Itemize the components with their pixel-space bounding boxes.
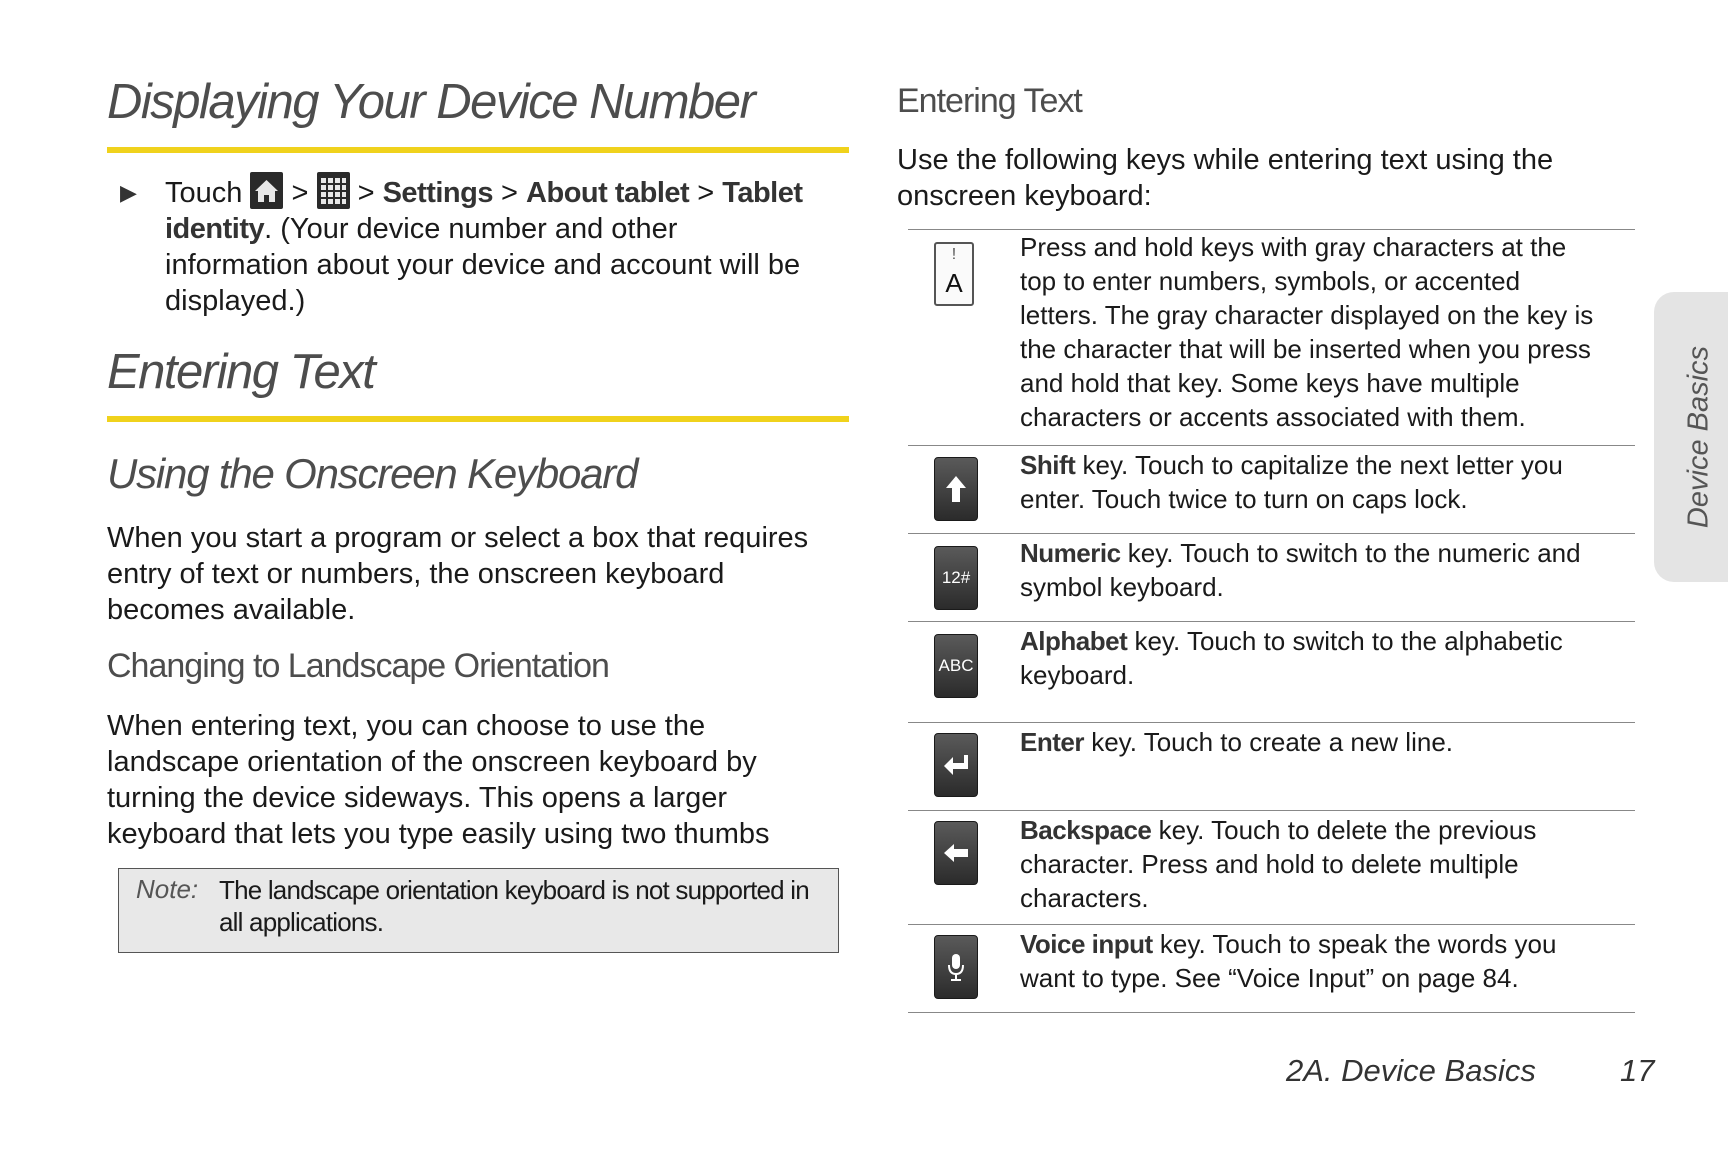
key-name: Alphabet bbox=[1020, 626, 1128, 656]
side-tab-label: Device Basics bbox=[1682, 345, 1715, 529]
table-row bbox=[908, 925, 1635, 1013]
identity-label: identity bbox=[165, 213, 265, 245]
note-line: The landscape orientation keyboard is not supported in bbox=[219, 875, 809, 905]
apps-grid-icon bbox=[317, 172, 350, 209]
table-row bbox=[908, 622, 1635, 723]
desc-line: keyboard. bbox=[1020, 660, 1135, 690]
key-name: Numeric bbox=[1020, 538, 1121, 568]
desc-line: top to enter numbers, symbols, or accented bbox=[1020, 266, 1521, 296]
sep-3: > bbox=[501, 177, 518, 209]
microphone-key-icon bbox=[934, 935, 978, 999]
settings-label: Settings bbox=[382, 177, 493, 209]
desc-line: enter. Touch twice to turn on caps lock. bbox=[1020, 484, 1468, 514]
section-heading-entering-text: Entering Text bbox=[107, 345, 375, 399]
sep-4: > bbox=[697, 177, 715, 209]
table-row bbox=[908, 446, 1635, 534]
desc-text: key. Touch to switch to the numeric and bbox=[1120, 538, 1581, 568]
paragraph-line: keyboard that lets you type easily using two thumbs bbox=[107, 818, 770, 850]
backspace-key-icon bbox=[934, 821, 978, 885]
tablet-label: Tablet bbox=[722, 177, 803, 209]
key-name: Backspace bbox=[1020, 815, 1152, 845]
table-row bbox=[908, 534, 1635, 622]
key-description bbox=[1020, 624, 1630, 692]
desc-text: key. Touch to delete the previous bbox=[1151, 815, 1537, 845]
touch-line-3: information about your device and account will be bbox=[165, 249, 801, 281]
right-intro bbox=[897, 142, 1637, 214]
footer-section: 2A. Device Basics bbox=[1286, 1053, 1536, 1088]
intro-line: onscreen keyboard: bbox=[897, 180, 1152, 212]
about-tablet-label: About tablet bbox=[526, 177, 690, 209]
key-description bbox=[1020, 927, 1630, 995]
landscape-paragraph bbox=[107, 708, 847, 852]
desc-line: characters. bbox=[1020, 883, 1149, 913]
chapter-side-tab bbox=[1654, 292, 1728, 582]
table-row bbox=[908, 230, 1635, 446]
desc-text: key. Touch to create a new line. bbox=[1083, 727, 1453, 757]
accent-key-main-char: A bbox=[945, 268, 963, 298]
key-name: Voice input bbox=[1020, 929, 1153, 959]
accent-key-top-char: ! bbox=[951, 246, 957, 263]
touch-instruction bbox=[165, 172, 865, 319]
key-description bbox=[1020, 813, 1630, 915]
desc-text: key. Touch to speak the words you bbox=[1152, 929, 1557, 959]
sep-1: > bbox=[291, 177, 309, 209]
paragraph-line: turning the device sideways. This opens a larger bbox=[107, 782, 728, 814]
note-text bbox=[219, 874, 834, 938]
note-line: all applications. bbox=[219, 907, 384, 937]
touch-rest: . (Your device number and other bbox=[264, 213, 678, 245]
table-row bbox=[908, 811, 1635, 925]
paragraph-line: landscape orientation of the onscreen keyboard by bbox=[107, 746, 757, 778]
bullet-arrow-icon: ▶ bbox=[120, 180, 137, 205]
key-name: Enter bbox=[1020, 727, 1084, 757]
desc-line: Press and hold keys with gray characters at the bbox=[1020, 232, 1567, 262]
key-description bbox=[1020, 725, 1630, 759]
enter-key-icon bbox=[934, 733, 978, 797]
key-name: Shift bbox=[1020, 450, 1076, 480]
page-title: Displaying Your Device Number bbox=[107, 75, 755, 129]
title-rule bbox=[107, 147, 849, 153]
keys-table bbox=[908, 229, 1635, 1014]
desc-line: symbol keyboard. bbox=[1020, 572, 1224, 602]
sep-2: > bbox=[357, 177, 375, 209]
intro-line: Use the following keys while entering text using the bbox=[897, 144, 1554, 176]
desc-line: characters or accents associated with them. bbox=[1020, 402, 1526, 432]
paragraph-line: becomes available. bbox=[107, 594, 356, 626]
subheading-landscape: Changing to Landscape Orientation bbox=[107, 647, 609, 685]
note-box bbox=[118, 868, 839, 953]
note-label: Note: bbox=[136, 874, 199, 904]
touch-line-4: displayed.) bbox=[165, 285, 306, 317]
paragraph-line: When you start a program or select a box that requires bbox=[107, 522, 809, 554]
right-heading: Entering Text bbox=[897, 82, 1082, 120]
desc-line: letters. The gray character displayed on the key is bbox=[1020, 300, 1594, 330]
desc-text: key. Touch to capitalize the next letter you bbox=[1075, 450, 1563, 480]
key-description bbox=[1020, 448, 1630, 516]
desc-line: want to type. See “Voice Input” on page 84. bbox=[1020, 963, 1519, 993]
shift-key-icon bbox=[934, 457, 978, 521]
paragraph-line: entry of text or numbers, the onscreen keyboard bbox=[107, 558, 725, 590]
numeric-key-icon: 12# bbox=[934, 546, 978, 610]
key-description bbox=[1020, 230, 1630, 434]
table-row bbox=[908, 723, 1635, 811]
accent-key-icon bbox=[934, 242, 974, 306]
desc-line: character. Press and hold to delete multiple bbox=[1020, 849, 1519, 879]
section-rule bbox=[107, 416, 849, 422]
key-description bbox=[1020, 536, 1630, 604]
paragraph-line: When entering text, you can choose to use the bbox=[107, 710, 706, 742]
alphabet-key-icon: ABC bbox=[934, 634, 978, 698]
desc-line: and hold that key. Some keys have multiple bbox=[1020, 368, 1520, 398]
desc-text: key. Touch to switch to the alphabetic bbox=[1127, 626, 1563, 656]
subheading-onscreen-keyboard: Using the Onscreen Keyboard bbox=[107, 450, 638, 497]
desc-line: the character that will be inserted when you press bbox=[1020, 334, 1591, 364]
home-icon bbox=[250, 172, 283, 209]
onscreen-paragraph bbox=[107, 520, 847, 628]
touch-word: Touch bbox=[165, 177, 243, 209]
page-number: 17 bbox=[1620, 1053, 1655, 1088]
